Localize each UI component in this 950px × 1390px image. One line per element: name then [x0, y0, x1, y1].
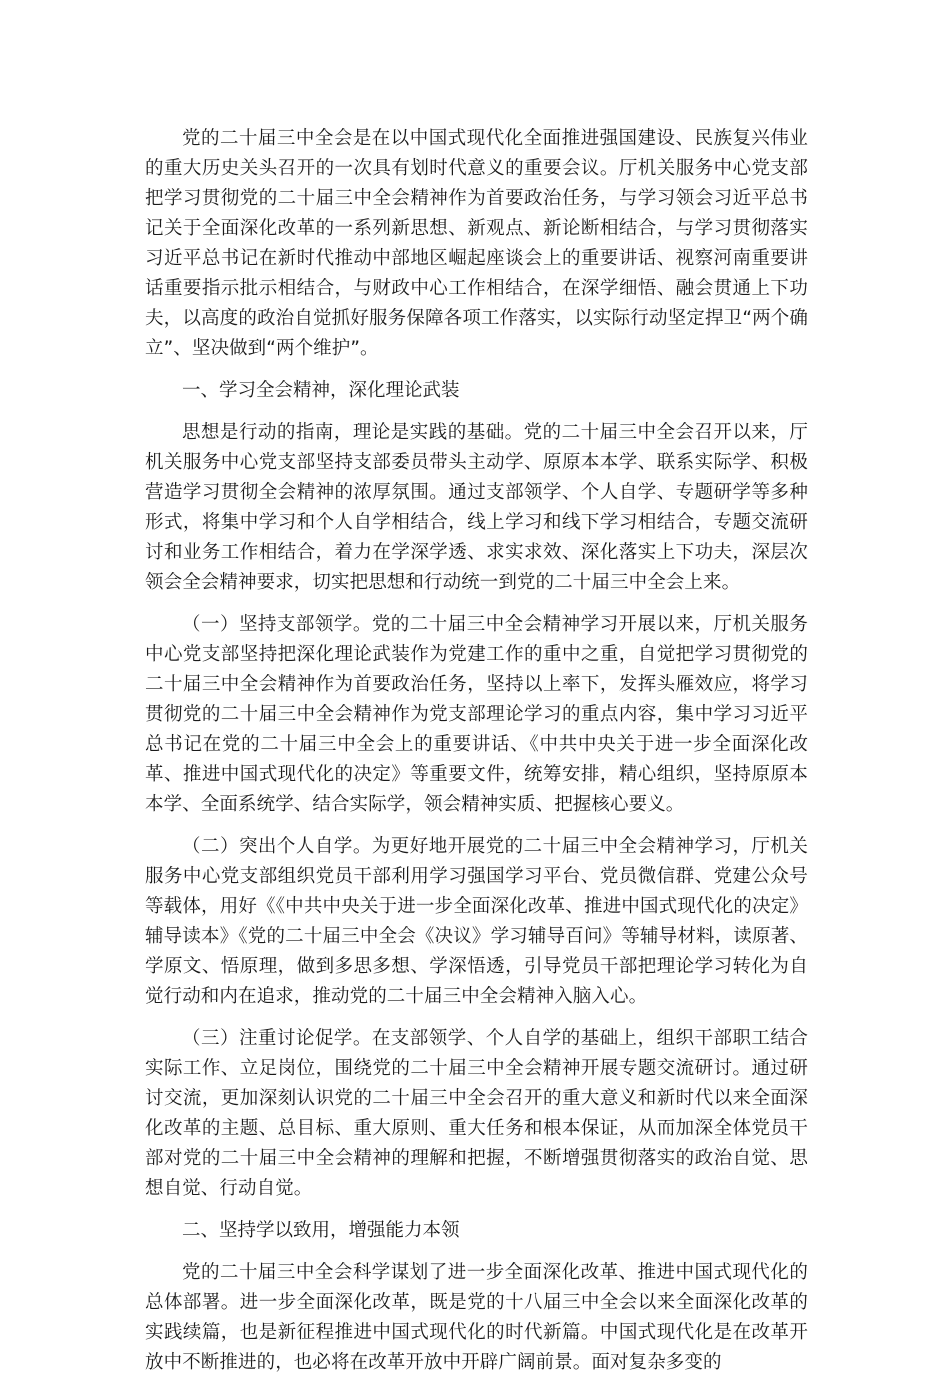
section-1-heading: 一、学习全会精神，深化理论武装	[182, 380, 460, 401]
subsection-2-body: 为更好地开展党的二十届三中全会精神学习，厅机关服务中心党支部组织党员干部利用学习强国学习平台、党员微信群、党建公众号等载体，用好《《中共中央关于进一步全面深化改革、推进中国式现代化的决定》辅导读本》《党的二十届三中全会《决议》学习辅导百问》等辅导材料，读原著、学原文、悟原理，做到多思多想、学深悟透，引导党员干部把理论学习转化为自觉行动和内在追求，推动党的二十届三中全会精神入脑入心。	[145, 836, 808, 1007]
subsection-1-body: 党的二十届三中全会精神学习开展以来，厅机关服务中心党支部坚持把深化理论武装作为党建工作的重中之重，自觉把学习贯彻党的二十届三中全会精神作为首要政治任务，坚持以上率下，发挥头雁效应，将学习贯彻党的二十届三中全会精神作为党支部理论学习的重点内容，集中学习习近平总书记在党的二十届三中全会上的重要讲话、《中共中央关于进一步全面深化改革、推进中国式现代化的决定》等重要文件，统筹安排，精心组织，坚持原原本本学、全面系统学、结合实际学，领会精神实质、把握核心要义。	[145, 614, 808, 815]
section-2-paragraph: 党的二十届三中全会科学谋划了进一步全面深化改革、推进中国式现代化的总体部署。进一步全面深化改革，既是党的十八届三中全会以来全面深化改革的实践续篇，也是新征程推进中国式现代化的时代新篇。中国式现代化是在改革开放中不断推进的，也必将在改革开放中开辟广阔前景。面对复杂多变的	[145, 1262, 808, 1373]
section-2-heading: 二、坚持学以致用，增强能力本领	[182, 1220, 460, 1241]
subsection-2-lead: （二）突出个人自学。	[182, 836, 372, 857]
subsection-3-paragraph	[145, 1024, 808, 1204]
subsection-1-lead: （一）坚持支部领学。	[182, 614, 372, 635]
subsection-3-body: 在支部领学、个人自学的基础上，组织干部职工结合实际工作、立足岗位，围绕党的二十届三中全会精神开展专题交流研讨。通过研讨交流，更加深刻认识党的二十届三中全会召开的重大意义和新时代以来全面深化改革的主题、总目标、重大原则、重大任务和根本保证，从而加深全体党员干部对党的二十届三中全会精神的理解和把握，不断增强贯彻落实的政治自觉、思想自觉、行动自觉。	[145, 1028, 808, 1199]
subsection-3-lead: （三）注重讨论促学。	[182, 1028, 372, 1049]
subsection-1-paragraph	[145, 610, 808, 820]
document-page	[145, 124, 808, 1390]
intro-paragraph: 党的二十届三中全会是在以中国式现代化全面推进强国建设、民族复兴伟业的重大历史关头召开的一次具有划时代意义的重要会议。厅机关服务中心党支部把学习贯彻党的二十届三中全会精神作为首要政治任务，与学习领会习近平总书记关于全面深化改革的一系列新思想、新观点、新论断相结合，与学习贯彻落实习近平总书记在新时代推动中部地区崛起座谈会上的重要讲话、视察河南重要讲话重要指示批示相结合，与财政中心工作相结合，在深学细悟、融会贯通上下功夫，以高度的政治自觉抓好服务保障各项工作落实，以实际行动坚定捍卫“两个确立”、坚决做到“两个维护”。	[145, 128, 808, 359]
section-1-paragraph: 思想是行动的指南，理论是实践的基础。党的二十届三中全会召开以来，厅机关服务中心党支部坚持支部委员带头主动学、原原本本学、联系实际学、积极营造学习贯彻全会精神的浓厚氛围。通过支部领学、个人自学、专题研学等多种形式，将集中学习和个人自学相结合，线上学习和线下学习相结合，专题交流研讨和业务工作相结合，着力在学深学透、求实求效、深化落实上下功夫，深层次领会全会精神要求，切实把思想和行动统一到党的二十届三中全会上来。	[145, 422, 808, 593]
subsection-2-paragraph	[145, 832, 808, 1012]
